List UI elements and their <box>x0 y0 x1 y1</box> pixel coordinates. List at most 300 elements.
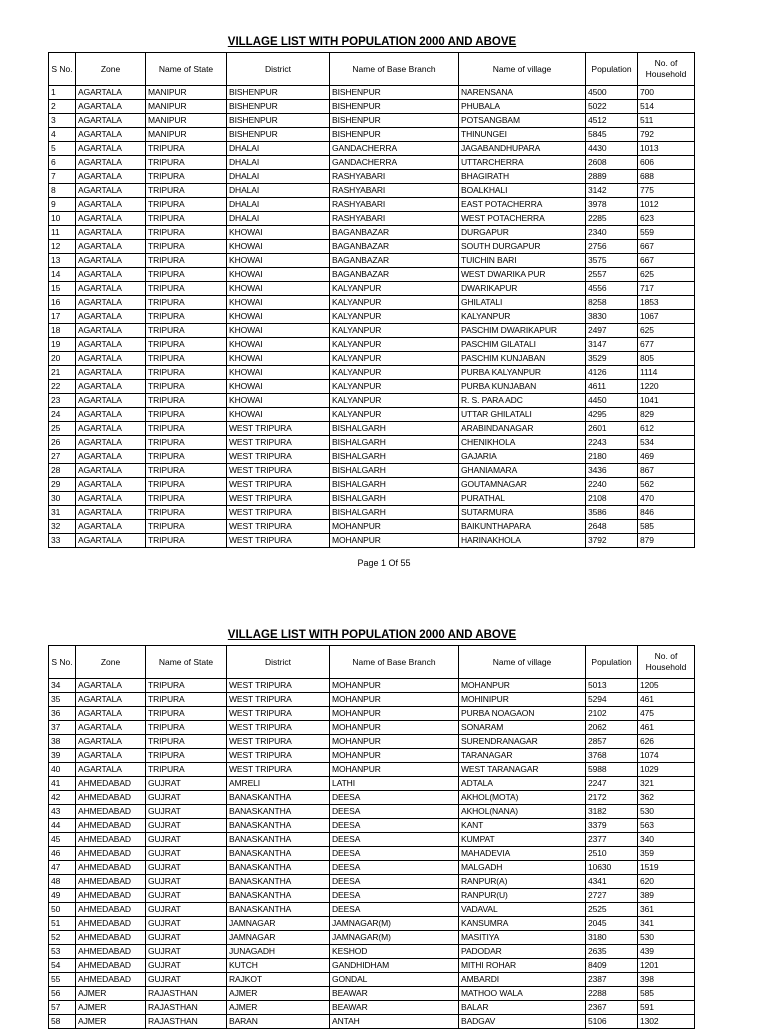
cell-district: JAMNAGAR <box>227 931 330 945</box>
table-row <box>49 520 695 534</box>
cell-population: 3436 <box>586 464 638 478</box>
cell-households: 461 <box>638 721 695 735</box>
cell-households: 439 <box>638 945 695 959</box>
cell-population: 2367 <box>586 1001 638 1015</box>
cell-zone: AGARTALA <box>76 352 146 366</box>
cell-sno: 32 <box>49 520 76 534</box>
cell-sno: 18 <box>49 324 76 338</box>
cell-branch: BAGANBAZAR <box>330 226 459 240</box>
cell-households: 398 <box>638 973 695 987</box>
cell-state: TRIPURA <box>146 184 227 198</box>
cell-zone: AGARTALA <box>76 128 146 142</box>
cell-district: BANASKANTHA <box>227 805 330 819</box>
cell-branch: BISHALGARH <box>330 464 459 478</box>
cell-zone: AGARTALA <box>76 478 146 492</box>
cell-state: MANIPUR <box>146 100 227 114</box>
table-row <box>49 917 695 931</box>
cell-zone: AHMEDABAD <box>76 791 146 805</box>
cell-zone: AHMEDABAD <box>76 903 146 917</box>
cell-village: SOUTH DURGAPUR <box>459 240 586 254</box>
cell-branch: BAGANBAZAR <box>330 240 459 254</box>
cell-households: 667 <box>638 240 695 254</box>
table-row <box>49 903 695 917</box>
cell-district: BANASKANTHA <box>227 819 330 833</box>
cell-state: MANIPUR <box>146 86 227 100</box>
cell-state: GUJRAT <box>146 875 227 889</box>
cell-village: PURBA KUNJABAN <box>459 380 586 394</box>
cell-sno: 38 <box>49 735 76 749</box>
header-households: No. of Household <box>638 53 695 86</box>
cell-village: VADAVAL <box>459 903 586 917</box>
header-state: Name of State <box>146 53 227 86</box>
header-district: District <box>227 646 330 679</box>
cell-sno: 42 <box>49 791 76 805</box>
cell-population: 3830 <box>586 310 638 324</box>
cell-zone: AGARTALA <box>76 338 146 352</box>
header-district: District <box>227 53 330 86</box>
table-row <box>49 198 695 212</box>
cell-households: 1012 <box>638 198 695 212</box>
cell-branch: KALYANPUR <box>330 282 459 296</box>
cell-sno: 41 <box>49 777 76 791</box>
cell-sno: 43 <box>49 805 76 819</box>
cell-sno: 50 <box>49 903 76 917</box>
cell-state: TRIPURA <box>146 254 227 268</box>
cell-village: GHANIAMARA <box>459 464 586 478</box>
cell-population: 2557 <box>586 268 638 282</box>
cell-zone: AJMER <box>76 1001 146 1015</box>
cell-village: JAGABANDHUPARA <box>459 142 586 156</box>
cell-sno: 29 <box>49 478 76 492</box>
table-row <box>49 791 695 805</box>
cell-village: MASITIYA <box>459 931 586 945</box>
cell-population: 10630 <box>586 861 638 875</box>
cell-population: 5845 <box>586 128 638 142</box>
cell-population: 2727 <box>586 889 638 903</box>
cell-branch: JAMNAGAR(M) <box>330 917 459 931</box>
cell-village: GOUTAMNAGAR <box>459 478 586 492</box>
table-row <box>49 763 695 777</box>
cell-district: WEST TRIPURA <box>227 534 330 548</box>
cell-village: AMBARDI <box>459 973 586 987</box>
cell-state: TRIPURA <box>146 520 227 534</box>
cell-state: RAJASTHAN <box>146 1001 227 1015</box>
cell-sno: 26 <box>49 436 76 450</box>
cell-branch: KALYANPUR <box>330 310 459 324</box>
cell-village: BADGAV <box>459 1015 586 1029</box>
cell-state: TRIPURA <box>146 721 227 735</box>
cell-zone: AGARTALA <box>76 506 146 520</box>
cell-branch: BISHENPUR <box>330 114 459 128</box>
cell-district: KHOWAI <box>227 254 330 268</box>
cell-zone: AHMEDABAD <box>76 819 146 833</box>
cell-households: 792 <box>638 128 695 142</box>
cell-sno: 49 <box>49 889 76 903</box>
cell-sno: 1 <box>49 86 76 100</box>
cell-sno: 20 <box>49 352 76 366</box>
table-row <box>49 506 695 520</box>
cell-village: MOHANPUR <box>459 679 586 693</box>
cell-population: 2525 <box>586 903 638 917</box>
header-zone: Zone <box>76 53 146 86</box>
table-row <box>49 492 695 506</box>
cell-district: BANASKANTHA <box>227 889 330 903</box>
cell-households: 1029 <box>638 763 695 777</box>
cell-state: TRIPURA <box>146 226 227 240</box>
cell-zone: AGARTALA <box>76 240 146 254</box>
cell-state: TRIPURA <box>146 170 227 184</box>
cell-sno: 40 <box>49 763 76 777</box>
cell-state: TRIPURA <box>146 156 227 170</box>
cell-population: 3792 <box>586 534 638 548</box>
cell-zone: AGARTALA <box>76 170 146 184</box>
cell-branch: BAGANBAZAR <box>330 268 459 282</box>
cell-branch: MOHANPUR <box>330 721 459 735</box>
cell-state: TRIPURA <box>146 450 227 464</box>
cell-district: WEST TRIPURA <box>227 478 330 492</box>
cell-branch: KESHOD <box>330 945 459 959</box>
cell-sno: 51 <box>49 917 76 931</box>
cell-branch: MOHANPUR <box>330 520 459 534</box>
cell-population: 3586 <box>586 506 638 520</box>
cell-households: 585 <box>638 987 695 1001</box>
cell-population: 2288 <box>586 987 638 1001</box>
table-row <box>49 861 695 875</box>
cell-state: TRIPURA <box>146 338 227 352</box>
cell-state: GUJRAT <box>146 805 227 819</box>
cell-households: 688 <box>638 170 695 184</box>
cell-population: 5013 <box>586 679 638 693</box>
cell-population: 4556 <box>586 282 638 296</box>
cell-state: TRIPURA <box>146 310 227 324</box>
cell-state: TRIPURA <box>146 380 227 394</box>
table-row <box>49 464 695 478</box>
cell-state: GUJRAT <box>146 847 227 861</box>
cell-village: ADTALA <box>459 777 586 791</box>
cell-households: 591 <box>638 1001 695 1015</box>
table-row <box>49 310 695 324</box>
cell-branch: GANDACHERRA <box>330 156 459 170</box>
cell-population: 5022 <box>586 100 638 114</box>
cell-state: RAJASTHAN <box>146 987 227 1001</box>
cell-district: BANASKANTHA <box>227 875 330 889</box>
table-row <box>49 212 695 226</box>
cell-zone: AHMEDABAD <box>76 833 146 847</box>
cell-households: 775 <box>638 184 695 198</box>
cell-sno: 8 <box>49 184 76 198</box>
table-row <box>49 973 695 987</box>
cell-sno: 33 <box>49 534 76 548</box>
cell-sno: 22 <box>49 380 76 394</box>
cell-sno: 30 <box>49 492 76 506</box>
cell-state: GUJRAT <box>146 777 227 791</box>
cell-state: TRIPURA <box>146 478 227 492</box>
cell-branch: GANDACHERRA <box>330 142 459 156</box>
cell-zone: AGARTALA <box>76 296 146 310</box>
cell-branch: BISHALGARH <box>330 506 459 520</box>
cell-households: 829 <box>638 408 695 422</box>
cell-village: DWARIKAPUR <box>459 282 586 296</box>
cell-households: 1853 <box>638 296 695 310</box>
cell-households: 511 <box>638 114 695 128</box>
table-row <box>49 324 695 338</box>
cell-district: KHOWAI <box>227 296 330 310</box>
table-row <box>49 380 695 394</box>
cell-village: PASCHIM KUNJABAN <box>459 352 586 366</box>
page-footer: Page 1 Of 55 <box>357 558 411 568</box>
table-row <box>49 170 695 184</box>
header-households: No. of Household <box>638 646 695 679</box>
cell-village: RANPUR(A) <box>459 875 586 889</box>
cell-households: 475 <box>638 707 695 721</box>
cell-district: WEST TRIPURA <box>227 693 330 707</box>
table-row <box>49 534 695 548</box>
cell-district: KHOWAI <box>227 310 330 324</box>
table-row <box>49 352 695 366</box>
cell-households: 340 <box>638 833 695 847</box>
cell-population: 4295 <box>586 408 638 422</box>
cell-village: EAST POTACHERRA <box>459 198 586 212</box>
cell-state: TRIPURA <box>146 296 227 310</box>
cell-population: 5294 <box>586 693 638 707</box>
cell-zone: AGARTALA <box>76 749 146 763</box>
cell-branch: RASHYABARI <box>330 170 459 184</box>
cell-zone: AGARTALA <box>76 679 146 693</box>
cell-zone: AHMEDABAD <box>76 945 146 959</box>
cell-households: 341 <box>638 917 695 931</box>
cell-village: GAJARIA <box>459 450 586 464</box>
cell-sno: 21 <box>49 366 76 380</box>
cell-sno: 6 <box>49 156 76 170</box>
cell-district: WEST TRIPURA <box>227 492 330 506</box>
table-row <box>49 184 695 198</box>
cell-sno: 19 <box>49 338 76 352</box>
cell-village: DURGAPUR <box>459 226 586 240</box>
cell-state: MANIPUR <box>146 128 227 142</box>
table-row <box>49 777 695 791</box>
cell-branch: GANDHIDHAM <box>330 959 459 973</box>
cell-district: KHOWAI <box>227 408 330 422</box>
cell-zone: AHMEDABAD <box>76 777 146 791</box>
cell-state: GUJRAT <box>146 861 227 875</box>
cell-district: KHOWAI <box>227 352 330 366</box>
cell-state: MANIPUR <box>146 114 227 128</box>
cell-district: WEST TRIPURA <box>227 450 330 464</box>
cell-branch: BISHALGARH <box>330 450 459 464</box>
cell-households: 625 <box>638 268 695 282</box>
cell-sno: 31 <box>49 506 76 520</box>
cell-households: 1013 <box>638 142 695 156</box>
cell-village: BHAGIRATH <box>459 170 586 184</box>
cell-zone: AHMEDABAD <box>76 875 146 889</box>
cell-zone: AGARTALA <box>76 534 146 548</box>
cell-branch: DEESA <box>330 889 459 903</box>
cell-branch: LATHI <box>330 777 459 791</box>
cell-village: PURBA NOAGAON <box>459 707 586 721</box>
header-population: Population <box>586 53 638 86</box>
cell-branch: BISHALGARH <box>330 436 459 450</box>
cell-district: BANASKANTHA <box>227 791 330 805</box>
cell-village: TARANAGAR <box>459 749 586 763</box>
cell-district: AMRELI <box>227 777 330 791</box>
cell-district: DHALAI <box>227 212 330 226</box>
cell-branch: KALYANPUR <box>330 408 459 422</box>
cell-sno: 54 <box>49 959 76 973</box>
cell-branch: KALYANPUR <box>330 380 459 394</box>
cell-state: GUJRAT <box>146 791 227 805</box>
cell-households: 389 <box>638 889 695 903</box>
table-row <box>49 240 695 254</box>
cell-village: KUMPAT <box>459 833 586 847</box>
cell-district: DHALAI <box>227 184 330 198</box>
cell-population: 8409 <box>586 959 638 973</box>
cell-branch: DEESA <box>330 847 459 861</box>
cell-branch: BAGANBAZAR <box>330 254 459 268</box>
cell-sno: 48 <box>49 875 76 889</box>
cell-village: AKHOL(NANA) <box>459 805 586 819</box>
table-row <box>49 1001 695 1015</box>
cell-district: WEST TRIPURA <box>227 422 330 436</box>
cell-sno: 34 <box>49 679 76 693</box>
cell-village: SURENDRANAGAR <box>459 735 586 749</box>
table-row <box>49 282 695 296</box>
cell-households: 606 <box>638 156 695 170</box>
table-row <box>49 735 695 749</box>
cell-zone: AGARTALA <box>76 156 146 170</box>
cell-district: DHALAI <box>227 170 330 184</box>
cell-district: BANASKANTHA <box>227 847 330 861</box>
cell-population: 2243 <box>586 436 638 450</box>
cell-households: 626 <box>638 735 695 749</box>
cell-population: 4450 <box>586 394 638 408</box>
cell-zone: AGARTALA <box>76 436 146 450</box>
cell-branch: DEESA <box>330 875 459 889</box>
cell-sno: 17 <box>49 310 76 324</box>
cell-zone: AGARTALA <box>76 450 146 464</box>
cell-district: BANASKANTHA <box>227 833 330 847</box>
cell-branch: BEAWAR <box>330 1001 459 1015</box>
cell-population: 3978 <box>586 198 638 212</box>
cell-population: 2608 <box>586 156 638 170</box>
cell-sno: 55 <box>49 973 76 987</box>
table-row <box>49 987 695 1001</box>
cell-sno: 2 <box>49 100 76 114</box>
table-header-row <box>49 646 695 679</box>
cell-population: 2497 <box>586 324 638 338</box>
cell-households: 700 <box>638 86 695 100</box>
cell-zone: AHMEDABAD <box>76 889 146 903</box>
cell-branch: MOHANPUR <box>330 749 459 763</box>
cell-village: MATHOO WALA <box>459 987 586 1001</box>
table-row <box>49 338 695 352</box>
cell-zone: AGARTALA <box>76 268 146 282</box>
table-row <box>49 721 695 735</box>
cell-zone: AGARTALA <box>76 464 146 478</box>
cell-state: TRIPURA <box>146 735 227 749</box>
cell-zone: AGARTALA <box>76 184 146 198</box>
cell-zone: AGARTALA <box>76 310 146 324</box>
cell-population: 3182 <box>586 805 638 819</box>
cell-zone: AGARTALA <box>76 254 146 268</box>
cell-district: WEST TRIPURA <box>227 749 330 763</box>
cell-zone: AGARTALA <box>76 492 146 506</box>
cell-branch: KALYANPUR <box>330 366 459 380</box>
cell-population: 3768 <box>586 749 638 763</box>
cell-district: DHALAI <box>227 142 330 156</box>
cell-population: 2045 <box>586 917 638 931</box>
table-row <box>49 100 695 114</box>
cell-households: 805 <box>638 352 695 366</box>
cell-zone: AGARTALA <box>76 282 146 296</box>
cell-population: 2889 <box>586 170 638 184</box>
cell-sno: 52 <box>49 931 76 945</box>
cell-households: 620 <box>638 875 695 889</box>
cell-state: TRIPURA <box>146 394 227 408</box>
cell-sno: 10 <box>49 212 76 226</box>
cell-population: 4500 <box>586 86 638 100</box>
table-body <box>49 86 695 548</box>
cell-state: TRIPURA <box>146 352 227 366</box>
header-branch: Name of Base Branch <box>330 53 459 86</box>
cell-sno: 35 <box>49 693 76 707</box>
cell-households: 530 <box>638 805 695 819</box>
cell-sno: 46 <box>49 847 76 861</box>
cell-village: WEST POTACHERRA <box>459 212 586 226</box>
cell-population: 2062 <box>586 721 638 735</box>
cell-state: TRIPURA <box>146 366 227 380</box>
header-population: Population <box>586 646 638 679</box>
cell-households: 359 <box>638 847 695 861</box>
cell-village: WEST DWARIKA PUR <box>459 268 586 282</box>
table-row <box>49 959 695 973</box>
cell-zone: AHMEDABAD <box>76 805 146 819</box>
cell-district: WEST TRIPURA <box>227 763 330 777</box>
cell-village: AKHOL(MOTA) <box>459 791 586 805</box>
cell-village: KALYANPUR <box>459 310 586 324</box>
cell-households: 1519 <box>638 861 695 875</box>
cell-zone: AHMEDABAD <box>76 917 146 931</box>
cell-state: GUJRAT <box>146 931 227 945</box>
cell-zone: AGARTALA <box>76 394 146 408</box>
cell-sno: 16 <box>49 296 76 310</box>
cell-branch: BEAWAR <box>330 987 459 1001</box>
cell-state: TRIPURA <box>146 240 227 254</box>
table-row <box>49 296 695 310</box>
table-row <box>49 819 695 833</box>
cell-population: 2340 <box>586 226 638 240</box>
cell-state: TRIPURA <box>146 506 227 520</box>
cell-population: 3147 <box>586 338 638 352</box>
cell-zone: AHMEDABAD <box>76 959 146 973</box>
cell-state: TRIPURA <box>146 464 227 478</box>
cell-state: TRIPURA <box>146 534 227 548</box>
cell-sno: 56 <box>49 987 76 1001</box>
cell-state: TRIPURA <box>146 408 227 422</box>
table-body <box>49 679 695 1029</box>
cell-branch: DEESA <box>330 819 459 833</box>
table-row <box>49 226 695 240</box>
cell-district: KHOWAI <box>227 268 330 282</box>
table-row <box>49 394 695 408</box>
cell-village: NARENSANA <box>459 86 586 100</box>
table-row <box>49 436 695 450</box>
cell-sno: 13 <box>49 254 76 268</box>
cell-branch: DEESA <box>330 833 459 847</box>
cell-district: BANASKANTHA <box>227 861 330 875</box>
cell-district: WEST TRIPURA <box>227 707 330 721</box>
table-row <box>49 833 695 847</box>
cell-zone: AGARTALA <box>76 693 146 707</box>
